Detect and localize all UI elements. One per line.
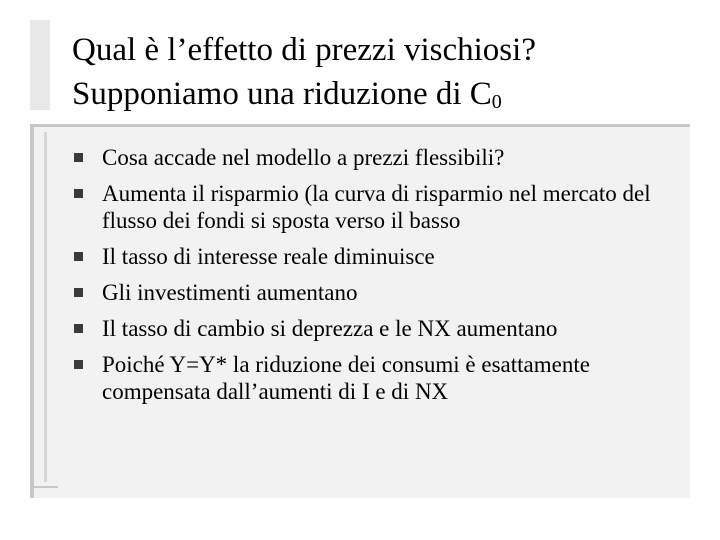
title-accent-bar: [30, 20, 50, 110]
panel-left-bar: [30, 127, 34, 498]
panel-top-divider: [30, 124, 690, 127]
panel-bottom-tick: [30, 486, 58, 488]
panel-left-bar-inner: [44, 132, 47, 482]
square-bullet-icon: [74, 252, 83, 261]
title-subscript: 0: [491, 91, 502, 113]
slide-title: [72, 28, 702, 116]
title-line-2-text: Supponiamo una riduzione di C: [72, 76, 492, 112]
square-bullet-icon: [74, 324, 83, 333]
bullet-item: [72, 144, 682, 171]
bullet-text: Il tasso di cambio si deprezza e le NX aumentano: [102, 316, 558, 341]
bullet-item: [72, 180, 682, 234]
square-bullet-icon: [74, 153, 83, 162]
bullet-list: [72, 144, 682, 414]
bullet-item: [72, 315, 682, 342]
bullet-item: [72, 351, 682, 405]
bullet-text: Poiché Y=Y* la riduzione dei consumi è esattamente compensata dall’aumenti di I e di NX: [102, 352, 590, 404]
title-line-2: [72, 72, 702, 116]
square-bullet-icon: [74, 189, 83, 198]
square-bullet-icon: [74, 288, 83, 297]
square-bullet-icon: [74, 360, 83, 369]
bullet-item: [72, 279, 682, 306]
bullet-text: Il tasso di interesse reale diminuisce: [102, 244, 435, 269]
bullet-text: Gli investimenti aumentano: [102, 280, 358, 305]
bullet-item: [72, 243, 682, 270]
bullet-text: Aumenta il risparmio (la curva di risparmio nel mercato del flusso dei fondi si sposta verso il basso: [102, 181, 651, 233]
bullet-text: Cosa accade nel modello a prezzi flessibili?: [102, 145, 505, 170]
title-line-1: Qual è l’effetto di prezzi vischiosi?: [72, 32, 536, 68]
